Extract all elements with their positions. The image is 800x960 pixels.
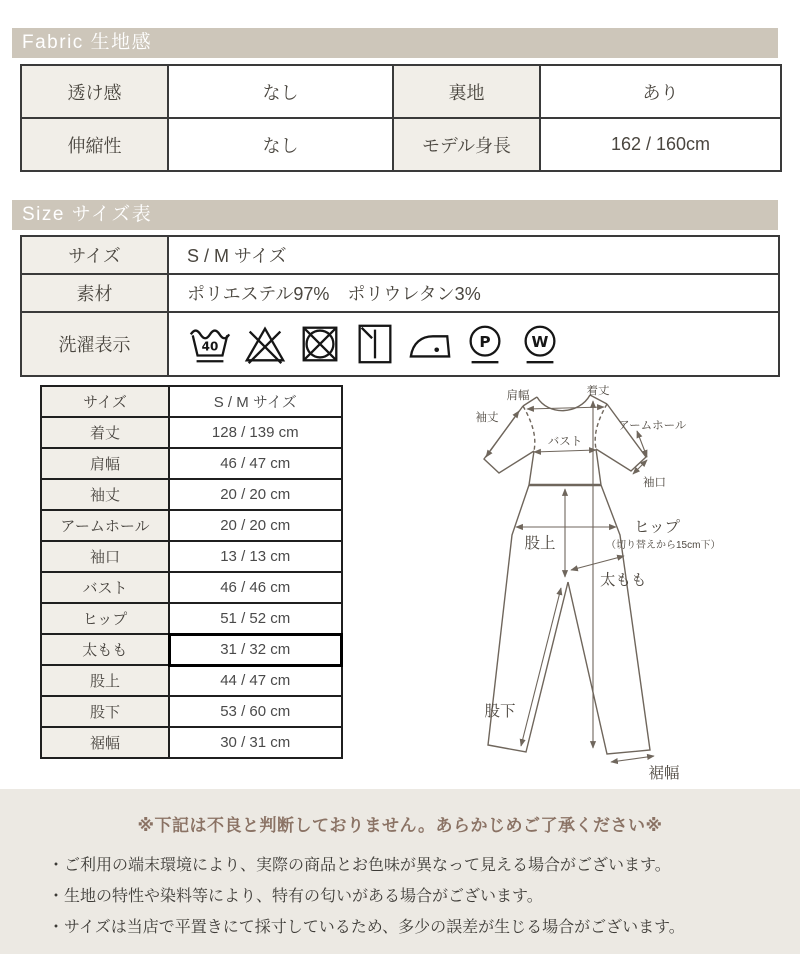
diagram-label-hem-width: 裾幅	[648, 765, 680, 782]
fabric-attr-value: 162 / 160cm	[540, 118, 781, 171]
measurement-value: 53 / 60 cm	[169, 696, 342, 727]
notice-bullet: ・サイズは当店で平置きにて採寸しているため、多少の誤差が生じる場合がございます。	[48, 919, 685, 936]
size-table	[20, 235, 780, 377]
no-tumble-dry-icon	[297, 320, 343, 368]
table-row	[21, 118, 781, 171]
fabric-attr-label: モデル身長	[393, 118, 540, 171]
measurement-value: 46 / 46 cm	[169, 572, 342, 603]
diagram-label-thigh: 太もも	[600, 572, 647, 589]
measurement-label: 着丈	[41, 417, 169, 448]
wet-clean-W-gentle-icon	[517, 320, 563, 368]
table-row	[41, 479, 342, 510]
diagram-label-rise: 股上	[524, 535, 556, 552]
size-section-header-label: Size サイズ表	[22, 204, 153, 225]
table-row	[41, 417, 342, 448]
diagram-label-sleeve-length: 袖丈	[475, 412, 499, 424]
fabric-attr-label: 伸縮性	[21, 118, 168, 171]
measurements-table	[40, 385, 343, 759]
table-row	[41, 510, 342, 541]
table-row	[41, 448, 342, 479]
line-dry-shade-icon	[352, 320, 398, 368]
table-row	[41, 634, 342, 665]
care-icons	[187, 320, 777, 368]
table-row	[41, 665, 342, 696]
table-row	[41, 696, 342, 727]
measurement-label: 袖丈	[41, 479, 169, 510]
measurements-area	[0, 385, 800, 783]
diagram-label-hip-note: （切り替えから15cm下）	[606, 540, 721, 551]
table-row	[21, 65, 781, 118]
size-label: サイズ	[21, 236, 168, 274]
wash-40-gentle-icon	[187, 320, 233, 368]
measurement-value: S / M サイズ	[169, 386, 342, 417]
table-row	[41, 386, 342, 417]
measurement-label: バスト	[41, 572, 169, 603]
size-value: S / M サイズ	[168, 236, 779, 274]
table-row	[41, 727, 342, 758]
diagram-label-bust: バスト	[547, 436, 583, 448]
fabric-attr-value: なし	[168, 65, 393, 118]
size-section-header	[12, 200, 778, 230]
notice-title: ※下記は不良と判断しておりません。あらかじめご了承ください※	[137, 816, 663, 835]
fabric-section-header-label: Fabric 生地感	[22, 32, 153, 53]
measurement-label: サイズ	[41, 386, 169, 417]
fabric-attr-value: なし	[168, 118, 393, 171]
no-bleach-icon	[242, 320, 288, 368]
table-row	[21, 312, 779, 376]
fabric-table	[20, 64, 782, 172]
measurement-label: アームホール	[41, 510, 169, 541]
measurement-label: 裾幅	[41, 727, 169, 758]
table-row	[41, 572, 342, 603]
notice-bullet: ・生地の特性や染料等により、特有の匂いがある場合がございます。	[48, 888, 543, 905]
measurement-label: 肩幅	[41, 448, 169, 479]
diagram-label-hip: ヒップ	[634, 519, 681, 536]
measurement-label: 太もも	[41, 634, 169, 665]
svg-text:40: 40	[201, 339, 219, 354]
diagram-label-cuff: 袖口	[643, 477, 666, 489]
measurement-label: 袖口	[41, 541, 169, 572]
notice-list	[0, 850, 800, 943]
iron-low-temp-icon	[407, 320, 453, 368]
svg-text:P: P	[479, 332, 491, 351]
diagram-label-shoulder-width: 肩幅	[506, 390, 530, 402]
care-label: 洗濯表示	[21, 312, 168, 376]
measurement-value: 31 / 32 cm	[169, 634, 342, 665]
table-row	[21, 236, 779, 274]
measurement-value: 20 / 20 cm	[169, 510, 342, 541]
notice-section	[0, 789, 800, 954]
garment-measurement-diagram	[440, 385, 790, 785]
table-row	[21, 274, 779, 312]
fabric-attr-value: あり	[540, 65, 781, 118]
material-label: 素材	[21, 274, 168, 312]
measurement-value: 13 / 13 cm	[169, 541, 342, 572]
notice-bullet: ・ご利用の端末環境により、実際の商品とお色味が異なって見える場合がございます。	[48, 857, 671, 874]
fabric-section-header	[12, 28, 778, 58]
dry-clean-P-gentle-icon	[462, 320, 508, 368]
measurement-value: 128 / 139 cm	[169, 417, 342, 448]
measurement-value: 51 / 52 cm	[169, 603, 342, 634]
measurement-value: 46 / 47 cm	[169, 448, 342, 479]
measurement-value: 44 / 47 cm	[169, 665, 342, 696]
fabric-attr-label: 裏地	[393, 65, 540, 118]
measurement-value: 20 / 20 cm	[169, 479, 342, 510]
fabric-attr-label: 透け感	[21, 65, 168, 118]
diagram-label-armhole: アームホール	[618, 420, 687, 432]
table-row	[41, 541, 342, 572]
measurement-value: 30 / 31 cm	[169, 727, 342, 758]
svg-text:W: W	[531, 332, 549, 351]
material-value: ポリエステル97% ポリウレタン3%	[168, 274, 779, 312]
diagram-label-length: 着丈	[586, 385, 610, 397]
measurement-label: 股上	[41, 665, 169, 696]
diagram-label-inseam: 股下	[484, 703, 516, 720]
measurement-label: ヒップ	[41, 603, 169, 634]
measurement-label: 股下	[41, 696, 169, 727]
table-row	[41, 603, 342, 634]
